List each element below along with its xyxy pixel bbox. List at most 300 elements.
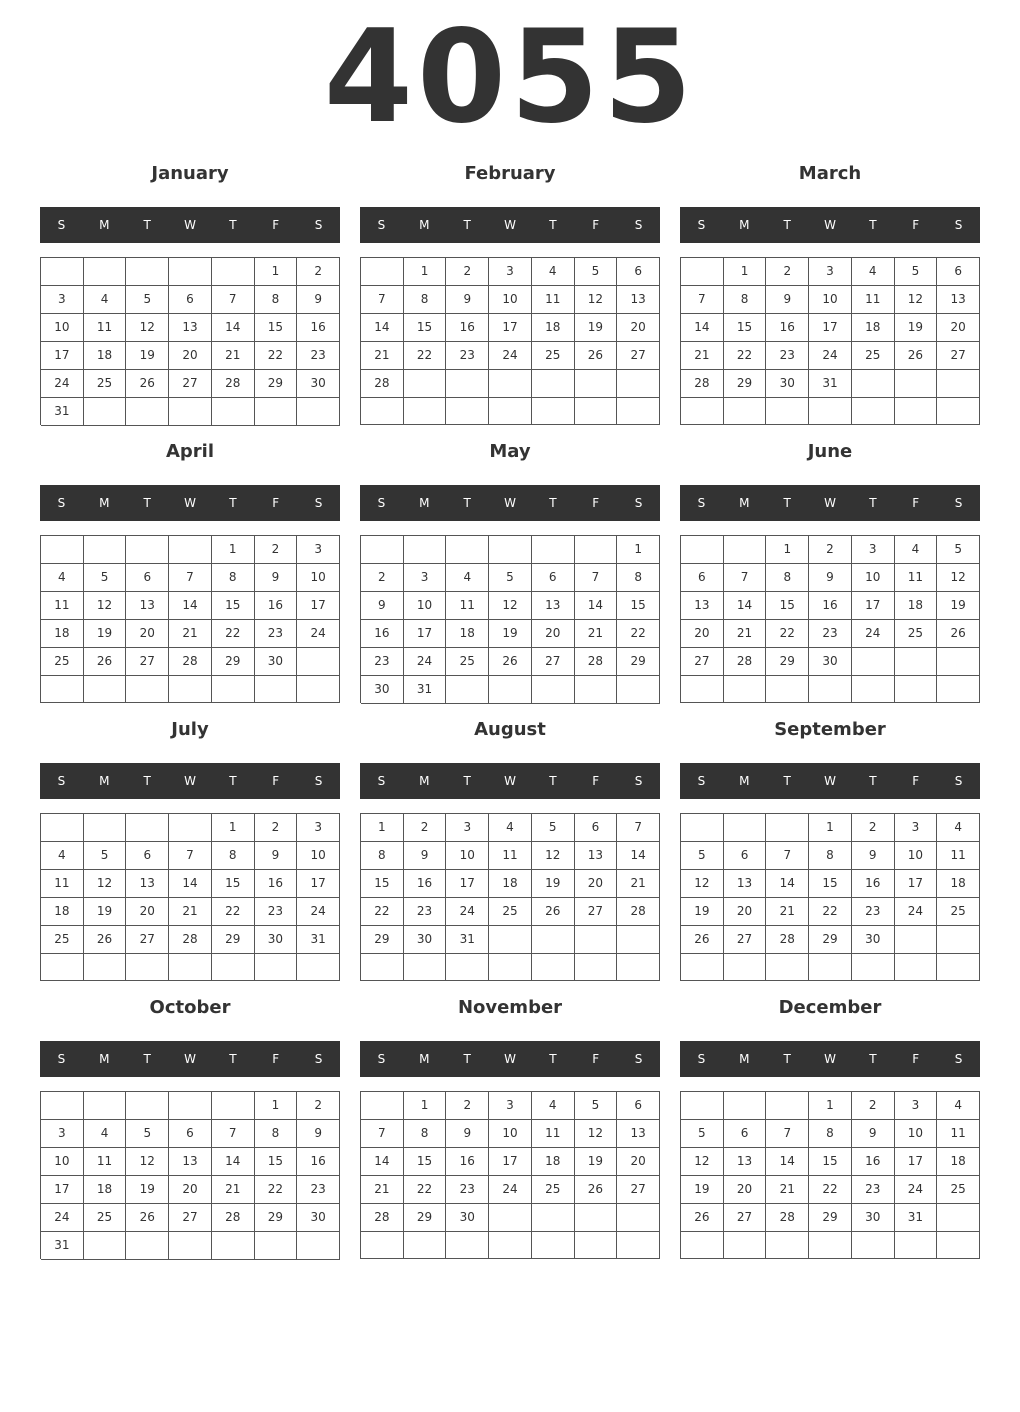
weekday-header [680,207,980,243]
day-cell: 24 [404,648,447,676]
day-cell: 29 [212,648,255,676]
day-cell: 10 [895,842,938,870]
day-cell: 11 [532,1120,575,1148]
day-cell: 15 [212,592,255,620]
day-cell: 18 [532,1148,575,1176]
day-cell: 15 [361,870,404,898]
day-cell: 15 [212,870,255,898]
weekday-label: T [463,218,471,232]
empty-cell [575,1232,618,1259]
weekday-label: M [419,774,430,788]
weekday-label: F [912,1052,920,1066]
day-cell: 25 [532,1176,575,1204]
day-cell: 6 [937,258,980,286]
day-cell: 27 [532,648,575,676]
day-cell: 8 [404,286,447,314]
day-cell: 27 [575,898,618,926]
day-cell: 24 [446,898,489,926]
day-cell: 17 [297,592,340,620]
day-cell: 5 [126,286,169,314]
day-cell: 19 [532,870,575,898]
day-cell: 17 [297,870,340,898]
day-cell: 2 [297,1092,340,1120]
day-cell: 18 [895,592,938,620]
day-cell: 11 [84,314,127,342]
day-cell: 3 [404,564,447,592]
weekday-label: S [954,774,963,788]
day-cell: 15 [617,592,660,620]
weekday-label: M [419,218,430,232]
day-cell: 22 [212,620,255,648]
day-cell: 5 [532,814,575,842]
month-may [360,278,660,696]
month-august [360,556,660,946]
weekday-header [360,207,660,243]
day-grid [360,1091,660,1259]
empty-cell [809,1232,852,1259]
day-cell: 28 [724,648,767,676]
day-cell: 27 [169,1204,212,1232]
day-cell: 20 [724,898,767,926]
day-cell: 7 [169,842,212,870]
day-cell: 29 [617,648,660,676]
day-cell: 16 [446,1148,489,1176]
day-cell: 18 [84,1176,127,1204]
day-cell: 22 [212,898,255,926]
day-cell: 14 [766,870,809,898]
day-cell: 4 [532,1092,575,1120]
weekday-label: S [634,496,643,510]
empty-cell [937,1204,980,1232]
day-cell: 4 [84,286,127,314]
day-cell: 25 [937,1176,980,1204]
day-cell: 7 [766,1120,809,1148]
empty-cell [84,1092,127,1120]
day-cell: 6 [126,564,169,592]
month-name: December [778,997,882,1018]
weekday-label: S [634,218,643,232]
day-cell: 19 [895,314,938,342]
day-cell: 8 [617,564,660,592]
day-cell: 13 [724,870,767,898]
weekday-label: S [697,774,706,788]
empty-cell [126,1232,169,1260]
weekday-label: F [272,1052,280,1066]
day-cell: 31 [41,398,84,426]
weekday-header [40,1041,340,1077]
day-cell: 30 [255,648,298,676]
day-cell: 27 [169,370,212,398]
day-cell: 10 [404,592,447,620]
weekday-label: W [824,774,836,788]
day-cell: 7 [766,842,809,870]
weekday-label: T [229,496,237,510]
day-cell: 7 [361,1120,404,1148]
weekday-label: M [739,1052,750,1066]
day-cell: 11 [489,842,532,870]
day-cell: 21 [617,870,660,898]
weekday-label: M [99,1052,110,1066]
month-september [680,556,980,946]
weekday-label: T [549,1052,557,1066]
day-cell: 14 [169,870,212,898]
day-cell: 10 [489,1120,532,1148]
day-cell: 15 [255,1148,298,1176]
day-cell: 6 [681,564,724,592]
day-cell: 19 [681,898,724,926]
day-cell: 30 [297,370,340,398]
day-cell: 21 [766,898,809,926]
empty-cell [575,1204,618,1232]
day-cell: 15 [809,870,852,898]
day-cell: 10 [489,286,532,314]
day-cell: 25 [446,648,489,676]
day-cell: 14 [724,592,767,620]
month-name: August [474,719,546,740]
day-cell: 14 [361,1148,404,1176]
day-grid [680,1091,980,1259]
weekday-label: W [184,218,196,232]
day-cell: 16 [255,870,298,898]
day-cell: 28 [575,648,618,676]
empty-cell [361,1232,404,1259]
day-cell: 16 [766,314,809,342]
day-cell: 8 [809,1120,852,1148]
weekday-header [360,1041,660,1077]
day-cell: 1 [809,814,852,842]
weekday-label: W [504,218,516,232]
day-cell: 26 [895,342,938,370]
day-cell: 7 [724,564,767,592]
day-cell: 30 [809,648,852,676]
month-name: April [165,441,215,462]
day-cell: 8 [809,842,852,870]
weekday-header [40,763,340,799]
weekday-label: S [57,1052,66,1066]
day-cell: 20 [937,314,980,342]
month-july [40,556,340,946]
weekday-label: M [99,774,110,788]
day-cell: 6 [617,1092,660,1120]
day-cell: 3 [446,814,489,842]
day-cell: 20 [532,620,575,648]
day-cell: 19 [575,1148,618,1176]
month-april [40,278,340,668]
day-cell: 21 [575,620,618,648]
day-cell: 12 [532,842,575,870]
weekday-header [360,763,660,799]
day-cell: 7 [212,286,255,314]
month-name: January [151,163,229,184]
weekday-label: S [697,496,706,510]
weekday-label: W [504,774,516,788]
weekday-label: S [377,496,386,510]
weekday-label: T [783,218,791,232]
empty-cell [489,1204,532,1232]
weekday-label: T [783,496,791,510]
day-cell: 6 [724,1120,767,1148]
day-cell: 8 [404,1120,447,1148]
empty-cell [255,1232,298,1260]
day-cell: 27 [617,1176,660,1204]
day-cell: 30 [404,926,447,954]
month-name: November [457,997,563,1018]
day-cell: 10 [446,842,489,870]
day-cell: 3 [489,258,532,286]
weekday-label: T [229,218,237,232]
day-cell: 27 [617,342,660,370]
month-name: June [807,441,853,462]
day-cell: 18 [41,898,84,926]
day-cell: 27 [724,926,767,954]
day-cell: 20 [126,620,169,648]
day-cell: 3 [297,536,340,564]
month-march [680,0,980,390]
weekday-label: M [739,774,750,788]
day-cell: 12 [575,1120,618,1148]
day-cell: 29 [809,1204,852,1232]
day-cell: 2 [255,814,298,842]
day-cell: 29 [212,926,255,954]
weekday-header [680,485,980,521]
day-cell: 11 [84,1148,127,1176]
weekday-label: F [592,774,600,788]
day-cell: 24 [297,620,340,648]
day-cell: 5 [681,1120,724,1148]
day-cell: 23 [766,342,809,370]
empty-cell [724,1232,767,1259]
day-cell: 13 [937,286,980,314]
day-cell: 24 [852,620,895,648]
day-cell: 3 [852,536,895,564]
day-cell: 1 [255,1092,298,1120]
day-cell: 29 [255,1204,298,1232]
day-cell: 27 [126,926,169,954]
day-cell: 6 [724,842,767,870]
day-cell: 13 [724,1148,767,1176]
weekday-label: W [824,1052,836,1066]
empty-cell [766,1092,809,1120]
weekday-label: S [954,1052,963,1066]
day-cell: 1 [361,814,404,842]
weekday-header [680,1041,980,1077]
day-cell: 21 [169,898,212,926]
weekday-label: S [57,496,66,510]
day-cell: 30 [446,1204,489,1232]
day-cell: 27 [724,1204,767,1232]
empty-cell [212,1092,255,1120]
day-cell: 16 [297,1148,340,1176]
day-cell: 7 [681,286,724,314]
day-cell: 23 [297,1176,340,1204]
day-cell: 25 [41,648,84,676]
empty-cell [361,1092,404,1120]
day-cell: 12 [84,870,127,898]
day-cell: 7 [575,564,618,592]
weekday-label: W [184,774,196,788]
day-cell: 10 [297,842,340,870]
day-cell: 10 [852,564,895,592]
day-cell: 25 [937,898,980,926]
year-title: 4055 [323,3,697,152]
day-cell: 3 [41,286,84,314]
day-cell: 2 [297,258,340,286]
day-cell: 13 [532,592,575,620]
day-cell: 26 [126,1204,169,1232]
empty-cell [532,1204,575,1232]
day-cell: 23 [809,620,852,648]
day-cell: 15 [255,314,298,342]
day-cell: 30 [766,370,809,398]
day-cell: 7 [212,1120,255,1148]
day-cell: 21 [169,620,212,648]
day-cell: 10 [809,286,852,314]
weekday-label: T [869,774,877,788]
weekday-label: T [549,218,557,232]
weekday-label: T [143,1052,151,1066]
day-cell: 16 [809,592,852,620]
day-cell: 16 [255,592,298,620]
day-cell: 31 [895,1204,938,1232]
empty-cell [724,1092,767,1120]
day-cell: 10 [297,564,340,592]
day-cell: 2 [809,536,852,564]
weekday-label: M [419,496,430,510]
day-cell: 6 [169,1120,212,1148]
day-cell: 4 [489,814,532,842]
weekday-label: S [634,1052,643,1066]
day-cell: 18 [937,870,980,898]
day-cell: 24 [895,898,938,926]
day-cell: 21 [212,1176,255,1204]
empty-cell [84,1232,127,1260]
day-cell: 22 [361,898,404,926]
day-cell: 19 [84,620,127,648]
day-cell: 12 [895,286,938,314]
day-cell: 14 [681,314,724,342]
day-cell: 26 [937,620,980,648]
day-cell: 27 [681,648,724,676]
day-cell: 24 [809,342,852,370]
day-cell: 13 [169,1148,212,1176]
day-cell: 13 [681,592,724,620]
day-cell: 9 [446,1120,489,1148]
day-cell: 9 [297,286,340,314]
weekday-label: W [184,496,196,510]
month-june [680,278,980,668]
weekday-label: T [549,496,557,510]
day-cell: 21 [766,1176,809,1204]
day-cell: 18 [489,870,532,898]
day-cell: 15 [404,1148,447,1176]
month-name: September [774,719,886,740]
day-cell: 28 [766,1204,809,1232]
day-cell: 5 [575,258,618,286]
empty-cell [446,1232,489,1259]
day-cell: 6 [532,564,575,592]
day-cell: 29 [255,370,298,398]
day-cell: 26 [126,370,169,398]
weekday-label: T [869,218,877,232]
weekday-label: F [912,774,920,788]
day-cell: 21 [724,620,767,648]
weekday-header [40,485,340,521]
weekday-label: T [783,774,791,788]
day-cell: 17 [404,620,447,648]
weekday-label: T [229,1052,237,1066]
day-cell: 4 [41,564,84,592]
day-cell: 8 [255,286,298,314]
day-cell: 23 [852,898,895,926]
day-cell: 22 [404,342,447,370]
day-cell: 17 [895,1148,938,1176]
day-cell: 18 [41,620,84,648]
day-cell: 5 [489,564,532,592]
day-cell: 9 [255,564,298,592]
day-cell: 23 [361,648,404,676]
day-cell: 21 [212,342,255,370]
day-cell: 14 [212,314,255,342]
day-cell: 13 [617,286,660,314]
day-cell: 2 [446,258,489,286]
day-cell: 8 [212,842,255,870]
day-cell: 16 [446,314,489,342]
day-cell: 9 [446,286,489,314]
day-cell: 21 [361,1176,404,1204]
month-name: July [171,719,209,740]
day-cell: 4 [41,842,84,870]
weekday-label: F [272,218,280,232]
weekday-label: S [377,218,386,232]
weekday-label: S [314,218,323,232]
day-grid [40,1091,340,1259]
day-cell: 20 [617,1148,660,1176]
day-cell: 1 [617,536,660,564]
day-cell: 26 [84,926,127,954]
day-cell: 25 [852,342,895,370]
day-cell: 26 [532,898,575,926]
day-cell: 18 [84,342,127,370]
day-cell: 12 [575,286,618,314]
day-cell: 17 [852,592,895,620]
day-cell: 5 [575,1092,618,1120]
day-cell: 6 [169,286,212,314]
day-cell: 28 [169,926,212,954]
day-cell: 3 [297,814,340,842]
day-cell: 10 [895,1120,938,1148]
day-cell: 4 [852,258,895,286]
weekday-label: M [739,218,750,232]
day-cell: 11 [895,564,938,592]
day-cell: 25 [84,370,127,398]
day-cell: 28 [617,898,660,926]
day-cell: 28 [212,370,255,398]
day-cell: 17 [489,314,532,342]
weekday-label: T [143,774,151,788]
weekday-label: T [229,774,237,788]
day-cell: 23 [446,342,489,370]
day-cell: 23 [852,1176,895,1204]
empty-cell [41,1092,84,1120]
day-cell: 5 [895,258,938,286]
day-cell: 29 [809,926,852,954]
weekday-header [360,485,660,521]
day-cell: 28 [169,648,212,676]
day-cell: 20 [169,1176,212,1204]
day-cell: 3 [809,258,852,286]
weekday-label: S [377,1052,386,1066]
day-cell: 15 [404,314,447,342]
